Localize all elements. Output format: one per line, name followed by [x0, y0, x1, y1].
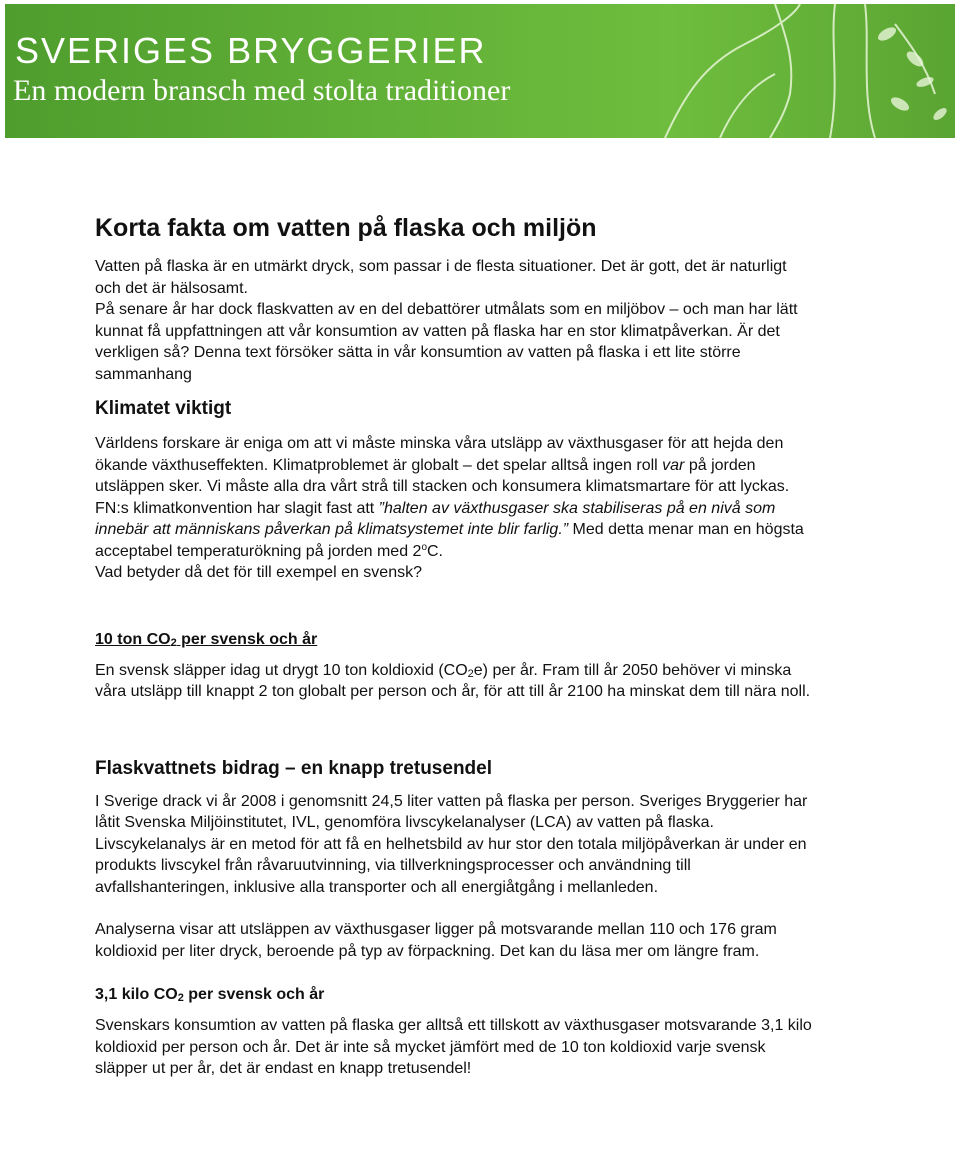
bottled-water-paragraph-1: I Sverige drack vi år 2008 i genomsnitt 24,5 liter vatten på flaska per person. Sveriges Bryggerier har låtit Svenska Miljöinstitutet, IVL, genomföra livscykelanalyser (LCA) av vatten på flaska. Livscykelanalys är en metod för att få en helhetsbild av hur stor den totala miljöpåverkan är under en produkts livscykel från råvaruutvinning, via tillverkningsprocesser och användning till avfallshanteringen, inklusive alla transporter och all energiåtgång i mellanleden.	[95, 792, 808, 896]
banner-illustration	[625, 4, 955, 138]
climate-paragraph: Världens forskare är eniga om att vi måste minska våra utsläpp av växthusgaser för att hejda den ökande växthuseffekten. Klimatproblemet är globalt – det spelar alltså ingen roll var på jorden utsläppen sker. Vi måste alla dra vårt strå till stacken och konsumera klimatsmartare för att lyckas. FN:s klimatkonvention har slagit fast att ”halten av växthusgaser ska stabiliseras på en nivå som innebär att människans påverkan på klimatsystemet inte blir farlig.” Med detta menar man en högsta acceptabel temperaturökning på jorden med 2$^o$C.	[95, 435, 804, 560]
bottled-water-paragraph-2: Analyserna visar att utsläppen av växthusgaser ligger på motsvarande mellan 110 och 176 gram koldioxid per liter dryck, beroende på typ av förpackning. Det kan du läsa mer om längre fram.	[95, 921, 777, 960]
intro-paragraph-1: Vatten på flaska är en utmärkt dryck, som passar i de flesta situationer. Det är gott, det är naturligt och det är hälsosamt.	[95, 258, 787, 297]
section-heading-10-ton: 10 ton $CO_2$ per svensk och år	[95, 630, 318, 649]
document-body	[95, 213, 815, 1080]
banner-title: SVERIGES BRYGGERIER	[15, 30, 487, 71]
section-heading-bottled-water: Flaskvattnets bidrag – en knapp tretusendel	[95, 757, 492, 779]
header-banner	[5, 4, 955, 138]
section-heading-climate: Klimatet viktigt	[95, 398, 232, 419]
page-title: Korta fakta om vatten på flaska och miljön	[95, 214, 597, 242]
intro-paragraph-2: På senare år har dock flaskvatten av en del debattörer utmålats som en miljöbov – och man har lätt kunnat få uppfattningen att vår konsumtion av vatten på flaska har en stor klimatpåverkan. Är det verkligen så? Denna text försöker sätta in vår konsumtion av vatten på flaska i ett lite större sammanhang	[95, 301, 798, 383]
3-1-kilo-paragraph: Svenskars konsumtion av vatten på flaska ger alltså ett tillskott av växthusgaser motsvarande 3,1 kilo koldioxid per person och år. Det är inte så mycket jämfört med de 10 ton koldioxid varje svensk släpper ut per år, det är endast en knapp tretusendel!	[95, 1017, 812, 1077]
climate-question: Vad betyder då det för till exempel en svensk?	[95, 564, 422, 581]
banner-tagline: En modern bransch med stolta traditioner	[13, 74, 511, 107]
section-heading-3-1-kilo: 3,1 kilo $CO_2$ per svensk och år	[95, 986, 325, 1004]
10-ton-paragraph: En svensk släpper idag ut drygt 10 ton koldioxid $(CO_2e)$ per år. Fram till år 2050 behöver vi minska våra utsläpp till knappt 2 ton globalt per person och år, för att till år 2100 ha minskat dem till nära noll.	[95, 661, 811, 700]
